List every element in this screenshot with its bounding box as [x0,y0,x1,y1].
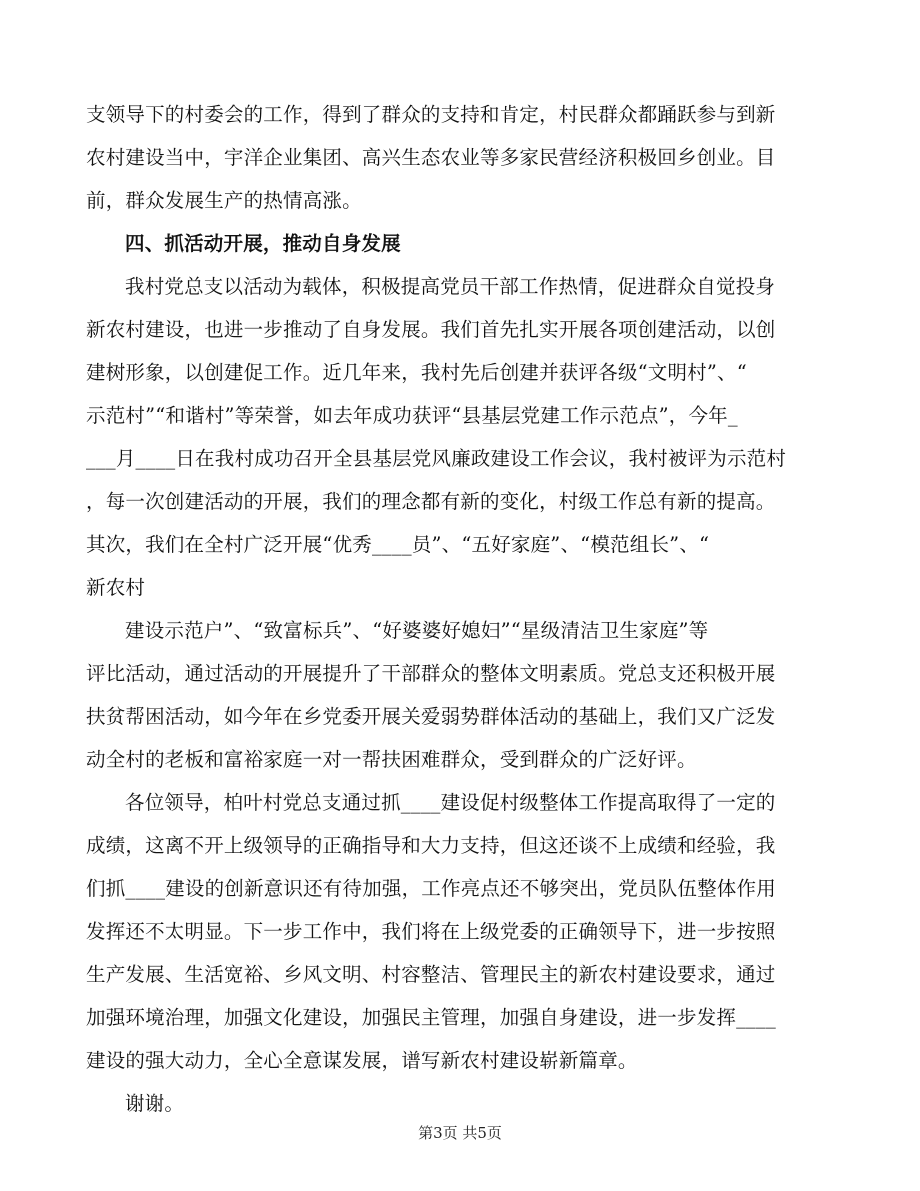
paragraph-line: 发挥还不太明显。下一步工作中，我们将在上级党委的正确领导下，进一步按照 [86,920,776,943]
paragraph-line: 成绩，这离不开上级领导的正确指导和大力支持，但这还谈不上成绩和经验，我 [86,834,776,857]
section-heading: 四、抓活动开展，推动自身发展 [125,232,401,255]
paragraph-line: 们抓____建设的创新意识还有待加强，工作亮点还不够突出，党员队伍整体作用 [86,877,776,900]
paragraph-line: 建树形象，以创建促工作。近几年来，我村先后创建并获评各级“文明村”、“ [86,361,747,384]
paragraph-line: 建设示范户”、“致富标兵”、“好婆婆好媳妇”“星级清洁卫生家庭”等 [125,619,709,642]
paragraph-line: 支领导下的村委会的工作，得到了群众的支持和肯定，村民群众都踊跃参与到新 [86,103,776,126]
paragraph-line: 动全村的老板和富裕家庭一对一帮扶困难群众，受到群众的广泛好评。 [86,748,697,771]
paragraph-line: 加强环境治理，加强文化建设，加强民主管理，加强自身建设，进一步发挥____ [86,1006,776,1029]
paragraph-line: 我村党总支以活动为载体，积极提高党员干部工作热情，促进群众自觉投身 [125,275,776,298]
paragraph-line: 新农村建设，也进一步推动了自身发展。我们首先扎实开展各项创建活动，以创 [86,318,776,341]
paragraph-line: 评比活动，通过活动的开展提升了干部群众的整体文明素质。党总支还积极开展 [86,662,776,685]
paragraph-line: 各位领导，柏叶村党总支通过抓____建设促村级整体工作提高取得了一定的 [125,791,776,814]
paragraph-line: 前，群众发展生产的热情高涨。 [86,189,362,212]
closing-line: 谢谢。 [125,1092,185,1115]
paragraph-line: ___月____日在我村成功召开全县基层党风廉政建设工作会议，我村被评为示范村 [86,447,787,470]
paragraph-line: 示范村”“和谐村”等荣誉，如去年成功获评“县基层党建工作示范点”，今年_ [86,404,738,427]
paragraph-line: 生产发展、生活宽裕、乡风文明、村容整洁、管理民主的新农村建设要求，通过 [86,963,776,986]
paragraph-line: 建设的强大动力，全心全意谋发展，谱写新农村建设崭新篇章。 [86,1049,638,1072]
paragraph-line: 扶贫帮困活动，如今年在乡党委开展关爱弱势群体活动的基础上，我们又广泛发 [86,705,776,728]
paragraph-line: 其次，我们在全村广泛开展“优秀____员”、“五好家庭”、“模范组长”、“ [86,533,710,556]
paragraph-line: 新农村 [86,576,146,599]
paragraph-line: ，每一次创建活动的开展，我们的理念都有新的变化，村级工作总有新的提高。 [86,490,776,513]
page-number-footer: 第3页 共5页 [418,1124,502,1142]
paragraph-line: 农村建设当中，宇洋企业集团、高兴生态农业等多家民营经济积极回乡创业。目 [86,146,776,169]
